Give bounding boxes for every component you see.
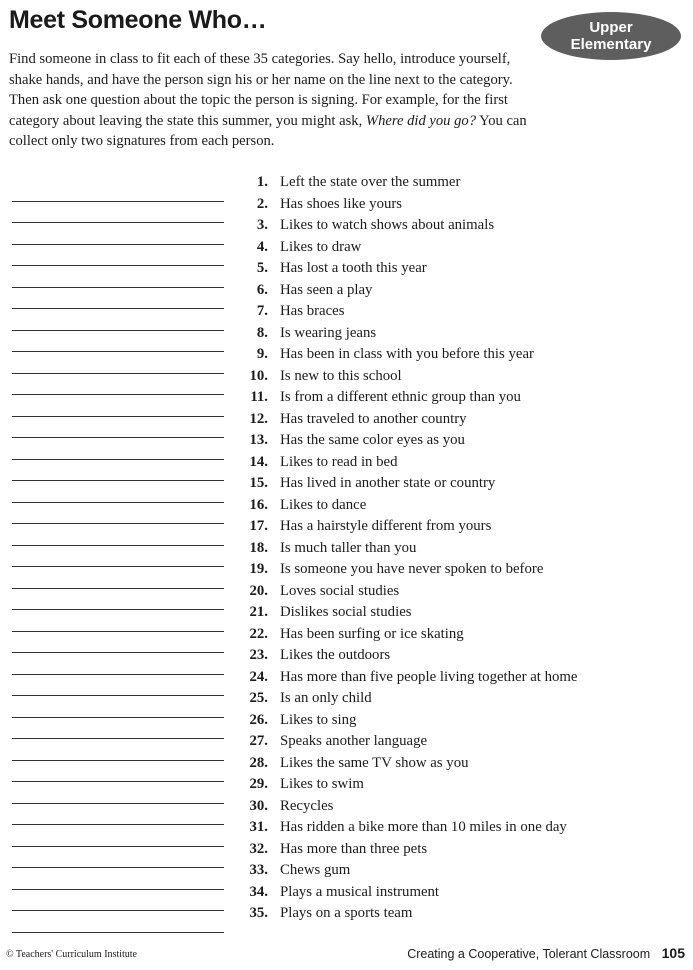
signature-line[interactable] [12, 288, 224, 310]
category-item [240, 688, 680, 710]
category-item [240, 516, 680, 538]
category-item [240, 409, 680, 431]
category-number: 6. [256, 281, 268, 298]
signature-line[interactable] [12, 266, 224, 288]
category-number: 33. [249, 862, 268, 879]
instructions-text: Find someone in class to fit each of these 35 categories. Say hello, introduce yourself, shake hands, and have the person sign his or her name on the line next to the category. Then ask one question about the topic the person is signing. For example, for the first category about leaving the state this summer, you might ask, [9, 51, 513, 129]
signature-line[interactable] [12, 331, 224, 353]
category-text: Is new to this school [280, 367, 402, 384]
category-text: Is wearing jeans [280, 324, 377, 341]
category-item [240, 323, 680, 345]
grade-level-badge [541, 12, 681, 60]
signature-line[interactable] [12, 718, 224, 740]
category-text: Likes to watch shows about animals [280, 217, 495, 234]
signature-line[interactable] [12, 632, 224, 654]
signature-line[interactable] [12, 202, 224, 224]
signature-line[interactable] [12, 911, 224, 933]
category-number: 9. [256, 346, 268, 363]
category-number: 26. [249, 711, 268, 728]
category-number: 27. [249, 733, 268, 750]
category-list [240, 172, 680, 925]
category-item [240, 602, 680, 624]
category-item [240, 731, 680, 753]
category-item [240, 645, 680, 667]
category-item [240, 860, 680, 882]
signature-line[interactable] [12, 761, 224, 783]
signature-line[interactable] [12, 223, 224, 245]
category-item [240, 258, 680, 280]
book-title: Creating a Cooperative, Tolerant Classroom [407, 947, 651, 961]
category-item [240, 559, 680, 581]
category-item [240, 237, 680, 259]
signature-line[interactable] [12, 782, 224, 804]
signature-line[interactable] [12, 524, 224, 546]
signature-line[interactable] [12, 847, 224, 869]
signature-line[interactable] [12, 374, 224, 396]
category-text: Chews gum [280, 862, 351, 879]
category-item [240, 366, 680, 388]
category-number: 10. [249, 367, 268, 384]
category-number: 19. [249, 561, 268, 578]
signature-line[interactable] [12, 589, 224, 611]
category-number: 28. [249, 754, 268, 771]
category-text: Has lived in another state or country [280, 475, 496, 492]
category-text: Likes to read in bed [280, 453, 398, 470]
category-number: 32. [249, 840, 268, 857]
category-number: 12. [249, 410, 268, 427]
category-text: Is an only child [280, 690, 372, 707]
category-text: Has traveled to another country [280, 410, 467, 427]
category-number: 15. [249, 475, 268, 492]
signature-lines [12, 180, 224, 933]
badge-line-2: Elementary [570, 36, 652, 53]
signature-line[interactable] [12, 352, 224, 374]
signature-line[interactable] [12, 739, 224, 761]
page-number: 105 [661, 945, 685, 961]
category-number: 35. [249, 905, 268, 922]
category-item [240, 839, 680, 861]
category-number: 14. [249, 453, 268, 470]
category-item [240, 215, 680, 237]
category-item [240, 172, 680, 194]
signature-line[interactable] [12, 804, 224, 826]
category-text: Recycles [280, 797, 334, 814]
category-item [240, 710, 680, 732]
category-number: 18. [249, 539, 268, 556]
category-number: 31. [249, 819, 268, 836]
category-item [240, 667, 680, 689]
signature-line[interactable] [12, 180, 224, 202]
category-text: Has been in class with you before this year [280, 346, 534, 363]
category-text: Has shoes like yours [280, 195, 403, 212]
category-number: 3. [256, 217, 268, 234]
category-text: Likes to sing [280, 711, 357, 728]
category-text: Has braces [280, 303, 345, 320]
category-number: 1. [256, 174, 268, 191]
category-number: 8. [256, 324, 268, 341]
category-text: Likes to draw [280, 238, 362, 255]
category-item [240, 538, 680, 560]
category-text: Is from a different ethnic group than you [280, 389, 521, 406]
signature-line[interactable] [12, 653, 224, 675]
signature-line[interactable] [12, 245, 224, 267]
category-text: Likes the same TV show as you [280, 754, 469, 771]
category-number: 23. [249, 647, 268, 664]
signature-line[interactable] [12, 567, 224, 589]
signature-line[interactable] [12, 890, 224, 912]
signature-line[interactable] [12, 395, 224, 417]
category-number: 21. [249, 604, 268, 621]
category-text: Has ridden a bike more than 10 miles in one day [280, 819, 567, 836]
instructions-closing: You can collect only two signatures from each person. [9, 112, 527, 149]
category-text: Has lost a tooth this year [280, 260, 427, 277]
copyright-notice: © Teachers' Curriculum Institute [6, 949, 137, 960]
category-item [240, 430, 680, 452]
signature-line[interactable] [12, 460, 224, 482]
page-footer [407, 945, 685, 961]
category-item [240, 817, 680, 839]
category-number: 25. [249, 690, 268, 707]
category-item [240, 882, 680, 904]
signature-line[interactable] [12, 610, 224, 632]
category-item [240, 796, 680, 818]
category-text: Has more than three pets [280, 840, 428, 857]
category-text: Likes to swim [280, 776, 364, 793]
page-title: Meet Someone Who… [9, 6, 267, 34]
category-item [240, 495, 680, 517]
signature-line[interactable] [12, 309, 224, 331]
signature-line[interactable] [12, 481, 224, 503]
category-number: 13. [249, 432, 268, 449]
category-text: Has been surfing or ice skating [280, 625, 464, 642]
category-item [240, 624, 680, 646]
category-number: 4. [256, 238, 268, 255]
category-item [240, 387, 680, 409]
category-number: 20. [249, 582, 268, 599]
category-item [240, 344, 680, 366]
category-text: Dislikes social studies [280, 604, 412, 621]
signature-line[interactable] [12, 868, 224, 890]
category-number: 29. [249, 776, 268, 793]
category-item [240, 753, 680, 775]
category-number: 22. [249, 625, 268, 642]
category-item [240, 452, 680, 474]
category-text: Is much taller than you [280, 539, 417, 556]
category-number: 16. [249, 496, 268, 513]
category-number: 34. [249, 883, 268, 900]
signature-line[interactable] [12, 417, 224, 439]
category-text: Is someone you have never spoken to before [280, 561, 544, 578]
category-item [240, 301, 680, 323]
category-item [240, 903, 680, 925]
signature-line[interactable] [12, 825, 224, 847]
category-text: Has seen a play [280, 281, 373, 298]
category-item [240, 473, 680, 495]
category-text: Left the state over the summer [280, 174, 461, 191]
category-text: Likes the outdoors [280, 647, 391, 664]
category-text: Plays on a sports team [280, 905, 413, 922]
signature-line[interactable] [12, 696, 224, 718]
category-item [240, 194, 680, 216]
signature-line[interactable] [12, 675, 224, 697]
category-number: 30. [249, 797, 268, 814]
category-text: Speaks another language [280, 733, 428, 750]
example-question: Where did you go? [365, 112, 477, 129]
category-text: Likes to dance [280, 496, 367, 513]
instructions-paragraph [9, 49, 539, 152]
category-number: 2. [256, 195, 268, 212]
signature-line[interactable] [12, 438, 224, 460]
category-item [240, 774, 680, 796]
badge-line-1: Upper [589, 19, 633, 36]
category-text: Plays a musical instrument [280, 883, 440, 900]
signature-line[interactable] [12, 546, 224, 568]
category-number: 11. [250, 389, 268, 406]
category-number: 5. [256, 260, 268, 277]
category-text: Has more than five people living together at home [280, 668, 578, 685]
category-text: Has a hairstyle different from yours [280, 518, 492, 535]
category-number: 7. [256, 303, 268, 320]
category-item [240, 581, 680, 603]
category-text: Has the same color eyes as you [280, 432, 465, 449]
category-text: Loves social studies [280, 582, 400, 599]
category-number: 24. [249, 668, 268, 685]
category-item [240, 280, 680, 302]
signature-line[interactable] [12, 503, 224, 525]
category-number: 17. [249, 518, 268, 535]
